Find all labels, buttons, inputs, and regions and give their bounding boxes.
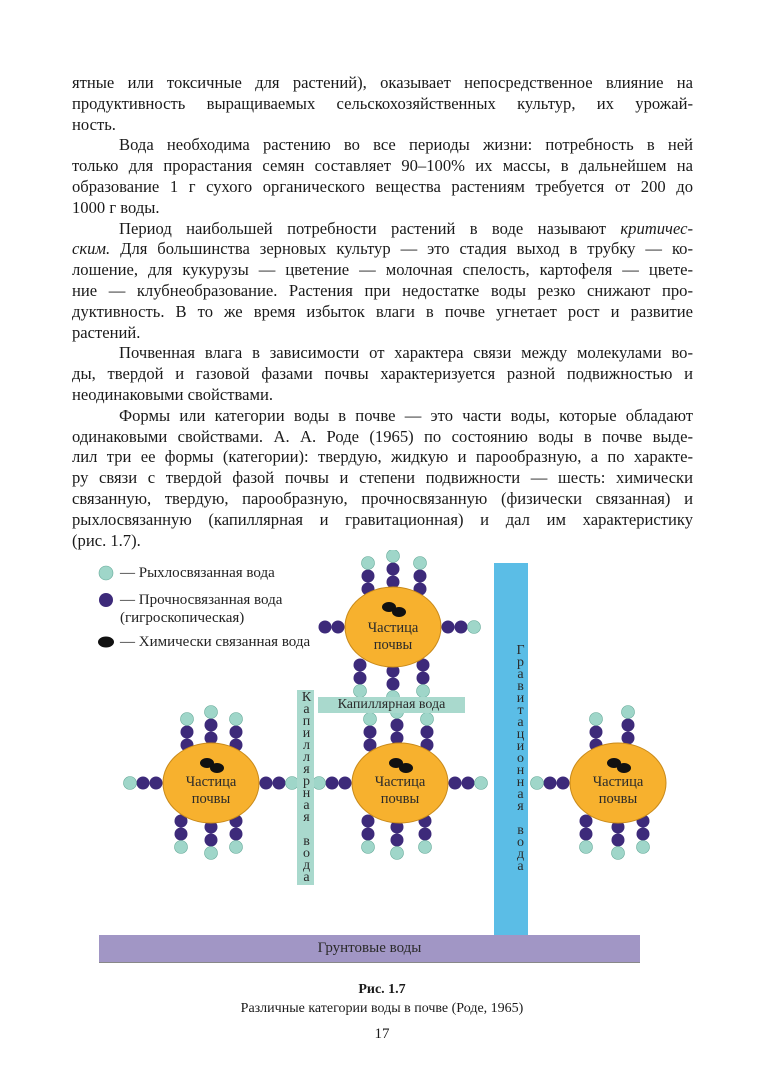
text-segment: (рис. 1.7). [72, 530, 141, 550]
text-line [72, 468, 693, 489]
strong-water-molecule [181, 726, 194, 739]
text-line [72, 343, 693, 364]
strong-water-molecule [137, 777, 150, 790]
text-segment: образование 1 г сухого органического вещества растениям требуется от 200 до [72, 176, 693, 196]
loose-water-molecule [205, 847, 218, 860]
text-line [72, 489, 693, 510]
figure-number: Рис. 1.7 [358, 982, 406, 997]
strong-water-molecule [354, 672, 367, 685]
legend-loose-dot [99, 566, 113, 580]
text-segment: Почвенная влага в зависимости от характера связи между молекулами во- [119, 343, 693, 363]
loose-water-molecule [419, 841, 432, 854]
loose-water-molecule [175, 841, 188, 854]
strong-water-molecule [387, 563, 400, 576]
strong-water-molecule [150, 777, 163, 790]
gravitational-water: Гравитационная вода [494, 563, 528, 935]
legend-chemical-dot [98, 637, 114, 648]
loose-water-molecule [417, 685, 430, 698]
text-line [72, 427, 693, 448]
text-line [72, 94, 693, 115]
legend-chemical-water: — Химически связанная вода [120, 634, 311, 650]
text-segment: ние — клубнеобразование. Растения при недостатке воды резко снижают про- [72, 280, 693, 300]
capillary-water-vertical: Капиллярная вода [297, 690, 314, 885]
loose-water-molecule [364, 713, 377, 726]
loose-water-molecule [637, 841, 650, 854]
strong-water-molecule [205, 834, 218, 847]
strong-water-molecule [391, 719, 404, 732]
loose-water-molecule [205, 706, 218, 719]
ground-water: Грунтовые воды [99, 935, 640, 963]
loose-water-molecule [387, 550, 400, 563]
figure-caption: Различные категории воды в почве (Роде, 1965) [240, 1001, 524, 1016]
strong-water-molecule [230, 828, 243, 841]
text-segment: ру связи с твердой фазой почвы и степени подвижности — шесть: химически [72, 468, 693, 488]
strong-water-molecule [175, 828, 188, 841]
text-segment: только для прорастания семян составляет 90–100% их массы, в дальнейшем на [72, 156, 693, 176]
text-segment: связанную, твердую, парообразную, прочносвязанную (физически связанная) и [72, 488, 693, 508]
text-segment: продуктивность выращиваемых сельскохозяйственных культур, их урожай- [72, 93, 693, 113]
strong-water-molecule [462, 777, 475, 790]
text-segment: неодинаковыми свойствами. [72, 384, 274, 404]
strong-water-molecule [417, 672, 430, 685]
strong-water-molecule [449, 777, 462, 790]
strong-water-molecule [419, 828, 432, 841]
loose-water-molecule [468, 621, 481, 634]
text-line [72, 323, 693, 344]
strong-water-molecule [387, 678, 400, 691]
text-line [72, 135, 693, 156]
strong-water-molecule [455, 621, 468, 634]
loose-water-molecule [124, 777, 137, 790]
text-segment: ятные или токсичные для растений), оказывает непосредственное влияние на [72, 73, 693, 92]
legend-strong-water: — Прочносвязанная вода (гигроскопическая) [120, 592, 283, 626]
italic-term: критичес- [620, 218, 693, 238]
strong-water-molecule [364, 726, 377, 739]
text-line [72, 260, 693, 281]
loose-water-molecule [391, 847, 404, 860]
strong-water-molecule [612, 834, 625, 847]
strong-water-molecule [326, 777, 339, 790]
text-line [72, 177, 693, 198]
text-segment: Формы или категории воды в почве — это части воды, которые обладают [119, 405, 693, 425]
strong-water-molecule [354, 659, 367, 672]
strong-water-molecule [362, 828, 375, 841]
loose-water-molecule [475, 777, 488, 790]
strong-water-molecule [414, 570, 427, 583]
particle-label: Частица почвы [374, 774, 426, 807]
text-line [72, 510, 693, 531]
chemical-water-molecule [617, 763, 631, 773]
text-line [72, 219, 693, 240]
text-line [72, 198, 693, 219]
capillary-water-horizontal: Капиллярная вода [318, 697, 465, 713]
strong-water-molecule [421, 726, 434, 739]
text-segment: рыхлосвязанную (капиллярная и гравитационная) и дал им характеристику [72, 509, 693, 529]
text-segment: ность. [72, 114, 116, 134]
loose-water-molecule [362, 557, 375, 570]
text-segment: Для большинства зерновых культур — это стадия выход в трубку — ко- [110, 239, 693, 259]
loose-water-molecule [230, 841, 243, 854]
text-segment: дуктивность. В то же время избыток влаги в почве угнетает рост и развитие [72, 301, 693, 321]
legend-strong-dot [99, 593, 113, 607]
loose-water-molecule [421, 713, 434, 726]
strong-water-molecule [622, 719, 635, 732]
strong-water-molecule [580, 828, 593, 841]
text-line [72, 406, 693, 427]
figure-soil-water-categories [0, 550, 764, 970]
chemical-water-molecule [392, 607, 406, 617]
strong-water-molecule [205, 719, 218, 732]
chemical-water-molecule [210, 763, 224, 773]
particle-label: Частица почвы [185, 774, 237, 807]
particle-label: Частица почвы [592, 774, 644, 807]
text-segment: Вода необходима растению во все периоды жизни: потребность в ней [119, 135, 693, 155]
page-number: 17 [374, 1026, 390, 1042]
diagram-graphics [0, 550, 764, 970]
loose-water-molecule [354, 685, 367, 698]
particle-label: Частица почвы [367, 620, 419, 653]
text-line [72, 364, 693, 385]
text-segment: лошение, для кукурузы — цветение — молочная спелость, картофеля — цвете- [72, 260, 693, 280]
loose-water-molecule [531, 777, 544, 790]
strong-water-molecule [590, 726, 603, 739]
text-line [72, 239, 693, 260]
strong-water-molecule [442, 621, 455, 634]
loose-water-molecule [362, 841, 375, 854]
text-line [72, 115, 693, 136]
loose-water-molecule [414, 557, 427, 570]
strong-water-molecule [332, 621, 345, 634]
loose-water-molecule [580, 841, 593, 854]
chemical-water-molecule [399, 763, 413, 773]
strong-water-molecule [637, 828, 650, 841]
text-line [72, 302, 693, 323]
loose-water-molecule [622, 706, 635, 719]
text-line [72, 156, 693, 177]
loose-water-molecule [590, 713, 603, 726]
text-line [72, 531, 693, 552]
text-segment: ды, твердой и газовой фазами почвы характеризуется разной подвижностью и [72, 364, 693, 384]
text-segment: одинаковыми свойствами. А. А. Роде (1965) по состоянию воды в почве выде- [72, 426, 693, 446]
strong-water-molecule [391, 834, 404, 847]
strong-water-molecule [260, 777, 273, 790]
strong-water-molecule [362, 570, 375, 583]
strong-water-molecule [622, 732, 635, 745]
body-text [72, 73, 693, 551]
text-line [72, 385, 693, 406]
text-segment: растений. [72, 322, 141, 342]
text-segment: Период наибольшей потребности растений в воде называют [119, 218, 621, 238]
strong-water-molecule [544, 777, 557, 790]
strong-water-molecule [557, 777, 570, 790]
loose-water-molecule [313, 777, 326, 790]
strong-water-molecule [339, 777, 352, 790]
text-segment: лил три ее формы (категории): твердую, жидкую и парообразную, а по характе- [72, 447, 693, 467]
loose-water-molecule [230, 713, 243, 726]
text-segment: 1000 г воды. [72, 197, 160, 217]
legend-loose-water: — Рыхлосвязанная вода [120, 565, 275, 581]
text-line [72, 281, 693, 302]
loose-water-molecule [612, 847, 625, 860]
italic-term: ским. [72, 239, 111, 259]
loose-water-molecule [181, 713, 194, 726]
strong-water-molecule [273, 777, 286, 790]
strong-water-molecule [230, 726, 243, 739]
text-line [72, 73, 693, 94]
text-line [72, 447, 693, 468]
